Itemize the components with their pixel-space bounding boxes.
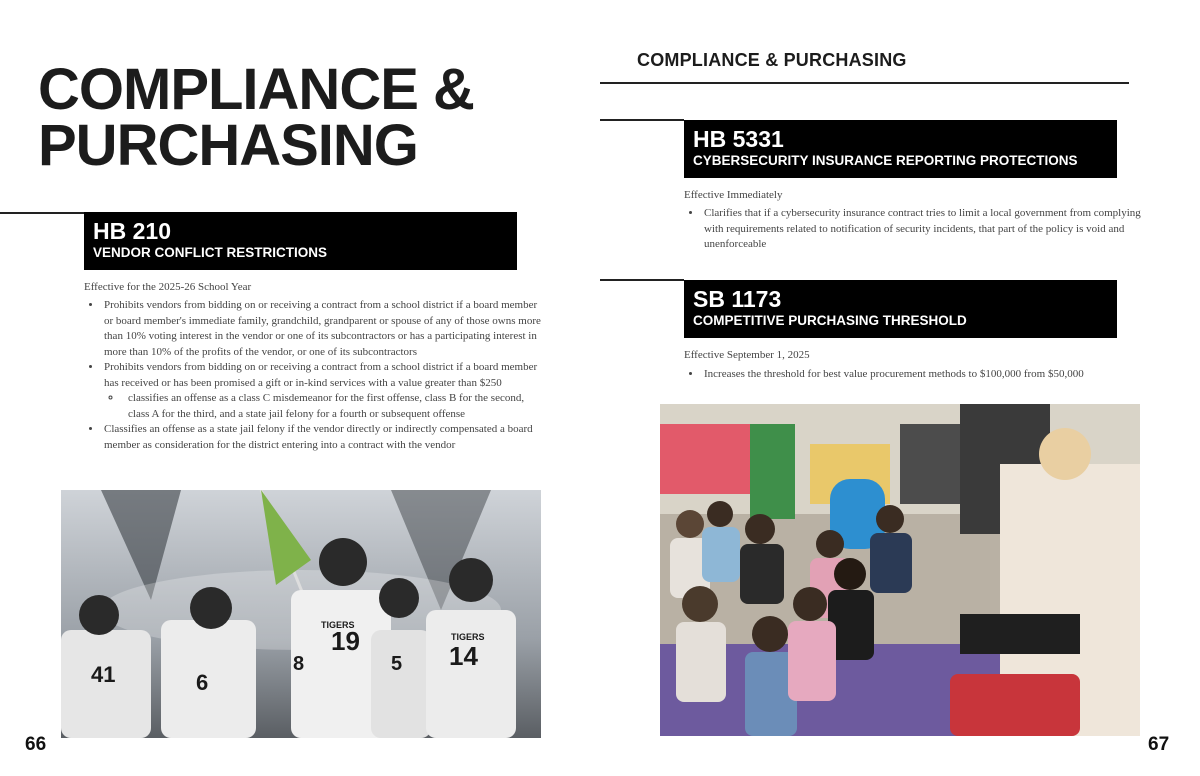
section-rule xyxy=(0,212,84,214)
jersey-text: TIGERS xyxy=(451,632,485,642)
header-rule xyxy=(600,82,1129,84)
bullet-item: • Increases the threshold for best value procurement methods to $100,000 from $50,000 xyxy=(702,367,1142,383)
classroom-photo-illustration xyxy=(660,404,1140,736)
bullet-item: • Classifies an offense as a state jail felony if the vendor directly or indirectly compensated a board member as consideration for the district entering into a contract with the vendor xyxy=(102,422,542,453)
effective-date: Effective Immediately xyxy=(684,189,783,201)
bullet-item: • Clarifies that if a cybersecurity insurance contract tries to limit a local government from complying with requirements related to notification of security incidents, that part of the policy is void and unenforceable xyxy=(702,206,1142,253)
sub-bullet-list xyxy=(104,391,542,422)
section-rule xyxy=(600,119,684,121)
page-title-line-1: COMPLIANCE & xyxy=(38,57,474,122)
bill-name: VENDOR CONFLICT RESTRICTIONS xyxy=(93,245,328,260)
bill-bullet-list xyxy=(84,298,542,453)
bullet-text: Prohibits vendors from bidding on or receiving a contract from a school district if a board member has received or has been promised a gift or in-kind services with a value greater than $250 xyxy=(104,361,538,389)
bill-number: SB 1173 xyxy=(693,286,782,312)
page-title-line-2: PURCHASING xyxy=(38,113,418,178)
football-photo-illustration xyxy=(61,490,541,738)
sub-bullet-item: ◦ classifies an offense as a class C misdemeanor for the first offense, class B for the second, class A for the third, and a state jail felony for a fourth or subsequent offense xyxy=(122,391,542,422)
bill-header-sb1173 xyxy=(684,280,1117,338)
bill-name: CYBERSECURITY INSURANCE REPORTING PROTECTIONS xyxy=(693,153,1078,168)
bullet-item: • Prohibits vendors from bidding on or receiving a contract from a school district if a board member or board member's immediate family, grandchild, grandparent or spouse of any of those owns more than 10% voting interest in the vendor or one of its subcontractors or has a participating interest in more than 10% of the profits of the vendor, or one of its subcontractors xyxy=(102,298,542,360)
bill-bullet-list xyxy=(684,206,1142,253)
bill-number: HB 5331 xyxy=(693,126,784,152)
jersey-number: 5 xyxy=(391,653,403,675)
page-title xyxy=(38,57,558,178)
jersey-text: TIGERS xyxy=(321,620,355,630)
effective-date: Effective for the 2025-26 School Year xyxy=(84,281,252,293)
page-number-right: 67 xyxy=(1148,734,1170,755)
page-number-left: 66 xyxy=(25,734,47,755)
effective-date: Effective September 1, 2025 xyxy=(684,349,810,361)
section-header: COMPLIANCE & PURCHASING xyxy=(637,50,907,70)
jersey-number: 41 xyxy=(91,662,116,687)
classroom-photo xyxy=(660,404,1140,736)
jersey-number: 8 xyxy=(293,653,305,675)
jersey-number: 14 xyxy=(449,641,478,671)
jersey-number: 6 xyxy=(196,670,209,695)
jersey-number: 19 xyxy=(331,626,360,656)
bill-number: HB 210 xyxy=(93,218,171,244)
bill-header-hb210 xyxy=(84,212,517,270)
section-rule xyxy=(600,279,684,281)
bill-name: COMPETITIVE PURCHASING THRESHOLD xyxy=(693,313,967,328)
bill-header-hb5331 xyxy=(684,120,1117,178)
bullet-item xyxy=(102,360,542,422)
football-team-photo xyxy=(61,490,541,738)
bill-bullet-list xyxy=(684,367,1142,383)
